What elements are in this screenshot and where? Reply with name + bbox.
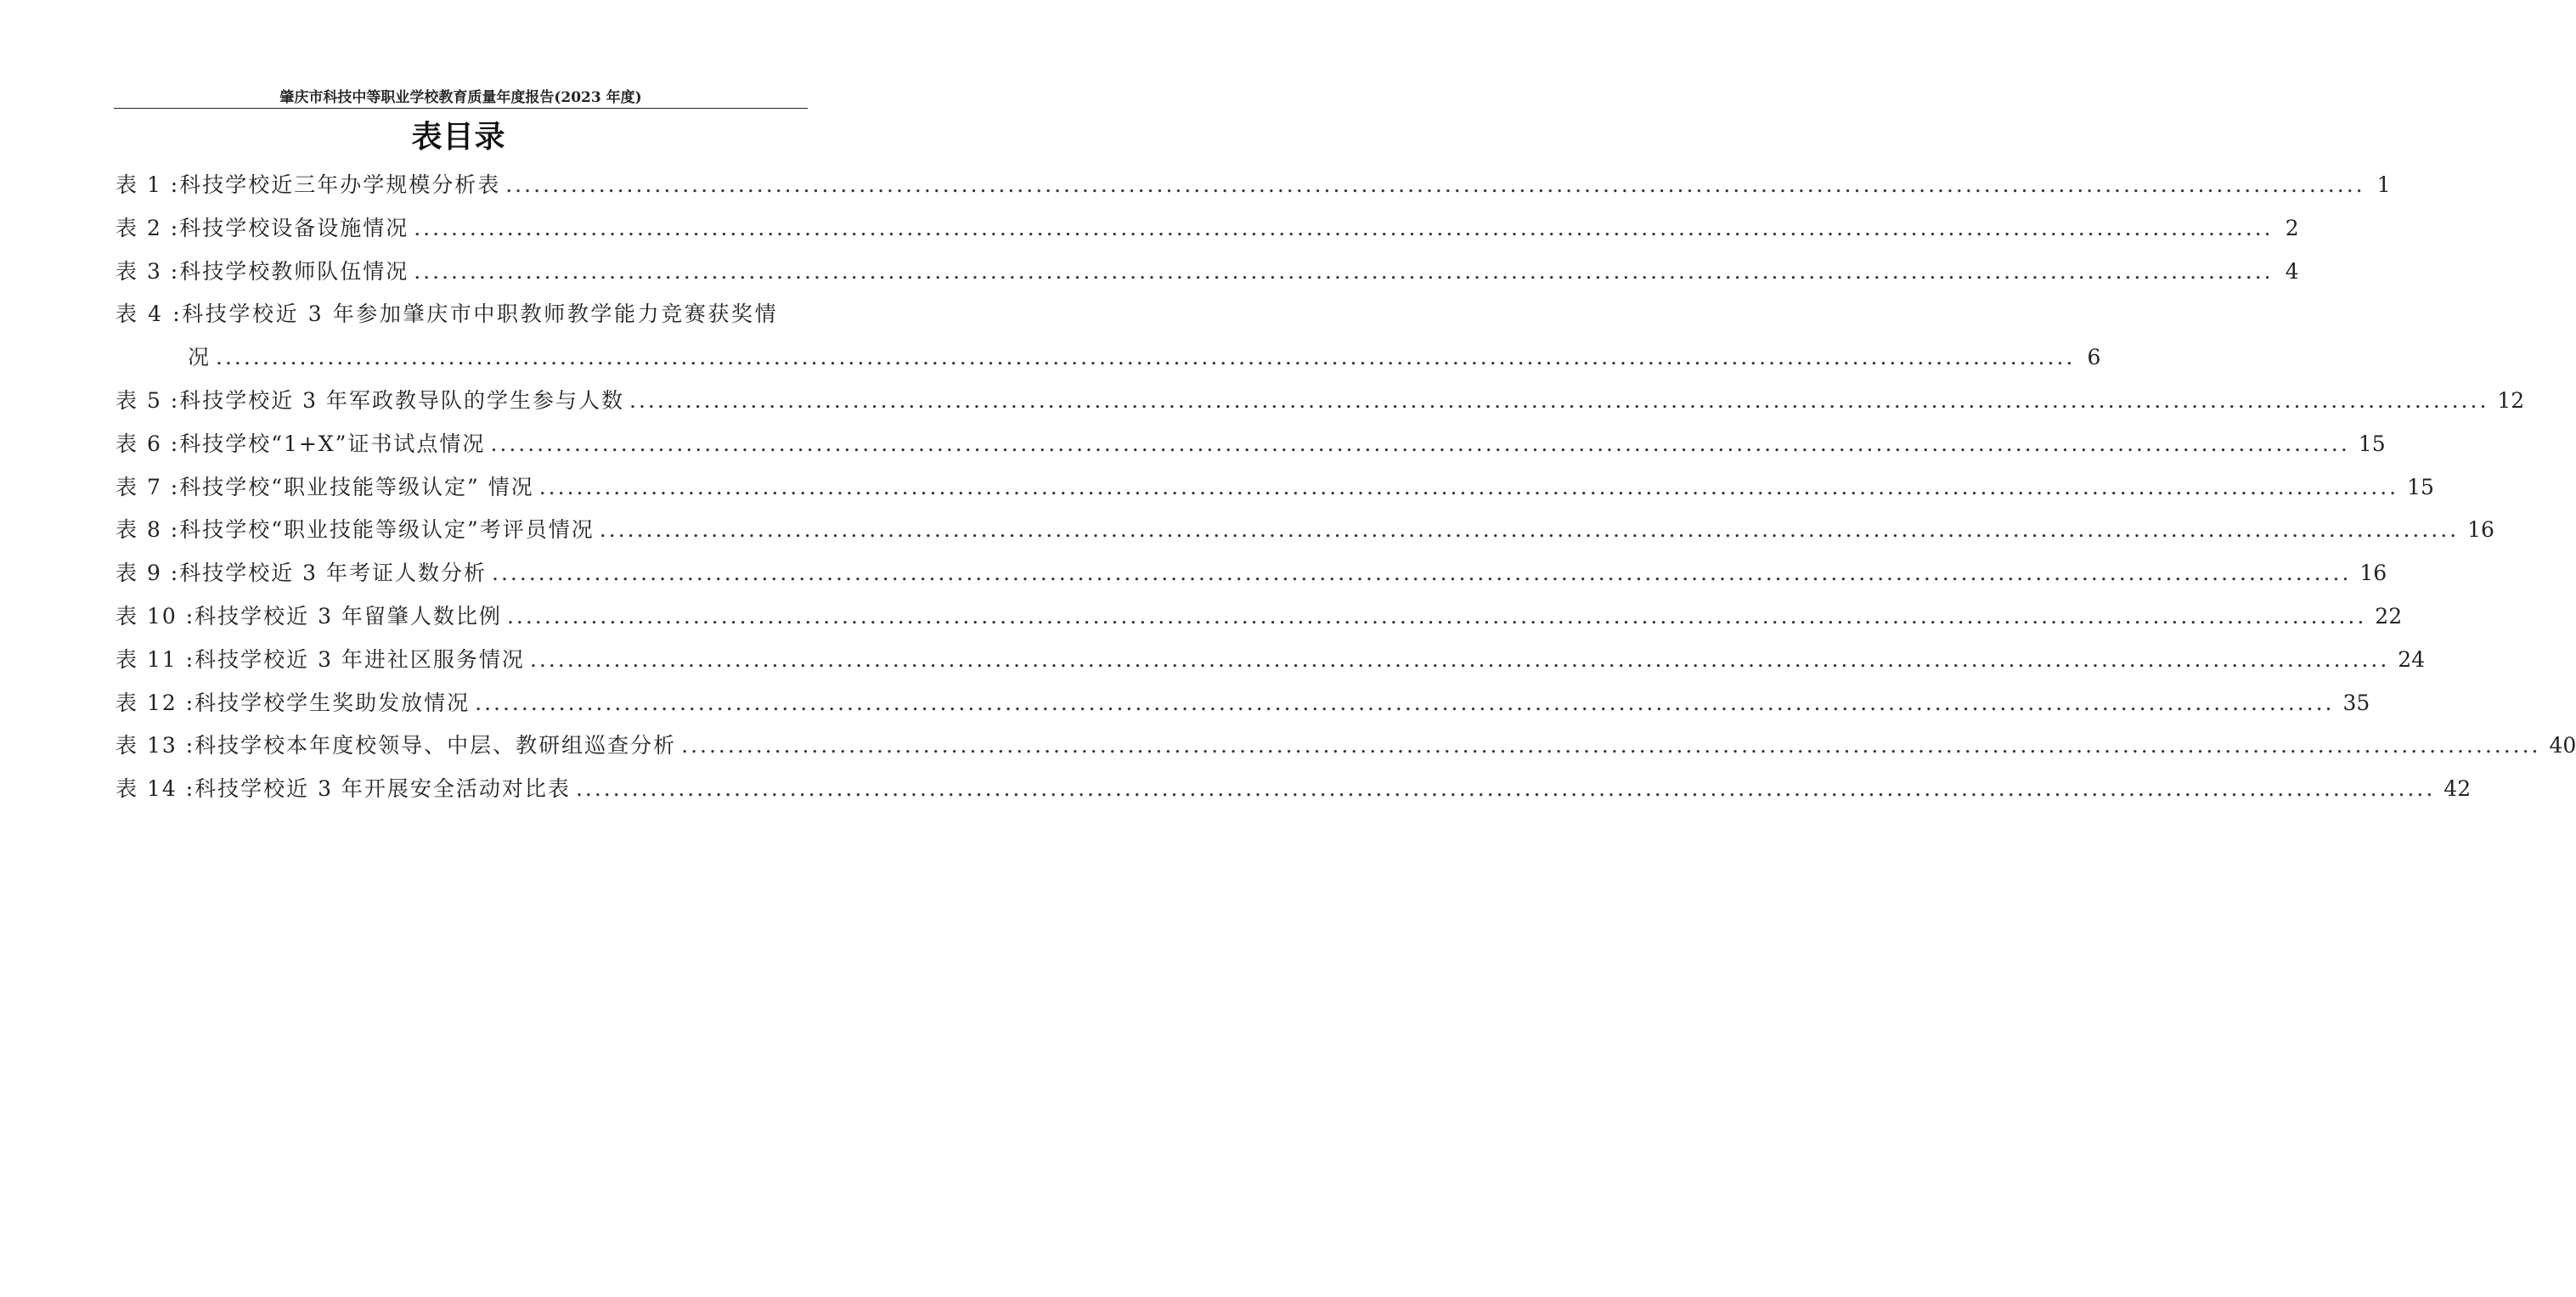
toc-entry-6[interactable] [116, 423, 2386, 466]
toc-entry-2[interactable] [116, 207, 2299, 251]
toc-page-number: 6 [2087, 345, 2101, 370]
toc-page-number: 16 [2359, 561, 2387, 586]
toc-page-number: 15 [2407, 474, 2434, 499]
table-of-contents [116, 164, 2576, 811]
toc-title: 表目录 [411, 120, 506, 155]
toc-page-number: 24 [2398, 646, 2426, 672]
dot-leader [600, 509, 2459, 552]
toc-entry-label: 表 8 :科技学校“职业技能等级认定”考评员情况 [116, 517, 595, 543]
toc-page-number: 42 [2444, 776, 2472, 802]
toc-entry-7[interactable] [116, 466, 2434, 510]
dot-leader [530, 639, 2389, 682]
dot-leader [414, 251, 2273, 294]
toc-entry-label: 表 4 :科技学校近 3 年参加肇庆市中职教师教学能力竞赛获奖情 [116, 302, 779, 327]
toc-entry-label: 表 7 :科技学校“职业技能等级认定” 情况 [116, 474, 534, 499]
toc-entry-5[interactable] [116, 380, 2525, 423]
toc-entry-8[interactable] [116, 509, 2494, 552]
toc-entry-label-continuation: 况 [188, 345, 211, 370]
dot-leader [629, 380, 2489, 423]
toc-entry-label: 表 14 :科技学校近 3 年开展安全活动对比表 [116, 776, 571, 802]
toc-entry-label: 表 9 :科技学校近 3 年考证人数分析 [116, 561, 488, 586]
toc-entry-label: 表 1 :科技学校近三年办学规模分析表 [116, 172, 501, 197]
toc-entry-3[interactable] [116, 251, 2299, 294]
dot-leader [475, 682, 2334, 725]
toc-entry-label: 表 11 :科技学校近 3 年进社区服务情况 [116, 646, 525, 672]
toc-entry-label: 表 13 :科技学校本年度校领导、中层、教研组巡查分析 [116, 733, 677, 758]
header-rule [114, 108, 808, 109]
dot-leader [576, 768, 2435, 811]
dot-leader [492, 552, 2351, 595]
toc-entry-label: 表 12 :科技学校学生奖助发放情况 [116, 690, 471, 715]
toc-entry-label: 表 5 :科技学校近 3 年军政教导队的学生参与人数 [116, 387, 625, 413]
toc-entry-label: 表 2 :科技学校设备设施情况 [116, 215, 409, 240]
dot-leader [507, 595, 2366, 639]
toc-page-number: 22 [2375, 603, 2403, 629]
dot-leader [414, 207, 2273, 251]
toc-entry-4-continuation[interactable] [116, 336, 2101, 380]
toc-entry-11[interactable] [116, 639, 2426, 682]
dot-leader [505, 164, 2365, 207]
toc-page-number: 16 [2467, 517, 2494, 543]
dot-leader [681, 725, 2540, 768]
toc-page-number: 1 [2376, 172, 2391, 197]
toc-page-number: 40 [2549, 733, 2576, 758]
dot-leader [539, 466, 2398, 510]
toc-entry-10[interactable] [116, 595, 2403, 639]
toc-entry-12[interactable] [116, 682, 2370, 725]
toc-entry-4[interactable] [116, 293, 808, 336]
toc-entry-label: 表 10 :科技学校近 3 年留肇人数比例 [116, 603, 502, 629]
toc-entry-1[interactable] [116, 164, 2391, 207]
toc-entry-label: 表 6 :科技学校“1+X”证书试点情况 [116, 431, 486, 456]
dot-leader [490, 423, 2349, 466]
toc-page-number: 35 [2342, 690, 2370, 715]
toc-entry-14[interactable] [116, 768, 2472, 811]
toc-entry-13[interactable] [116, 725, 2576, 768]
toc-page-number: 2 [2285, 215, 2299, 240]
toc-page-number: 4 [2285, 258, 2299, 284]
running-header: 肇庆市科技中等职业学校教育质量年度报告(2023 年度) [279, 89, 642, 106]
toc-entry-label: 表 3 :科技学校教师队伍情况 [116, 258, 409, 284]
toc-page-number: 12 [2497, 387, 2525, 413]
dot-leader [216, 336, 2075, 380]
toc-entry-9[interactable] [116, 552, 2387, 595]
toc-page-number: 15 [2358, 431, 2386, 456]
